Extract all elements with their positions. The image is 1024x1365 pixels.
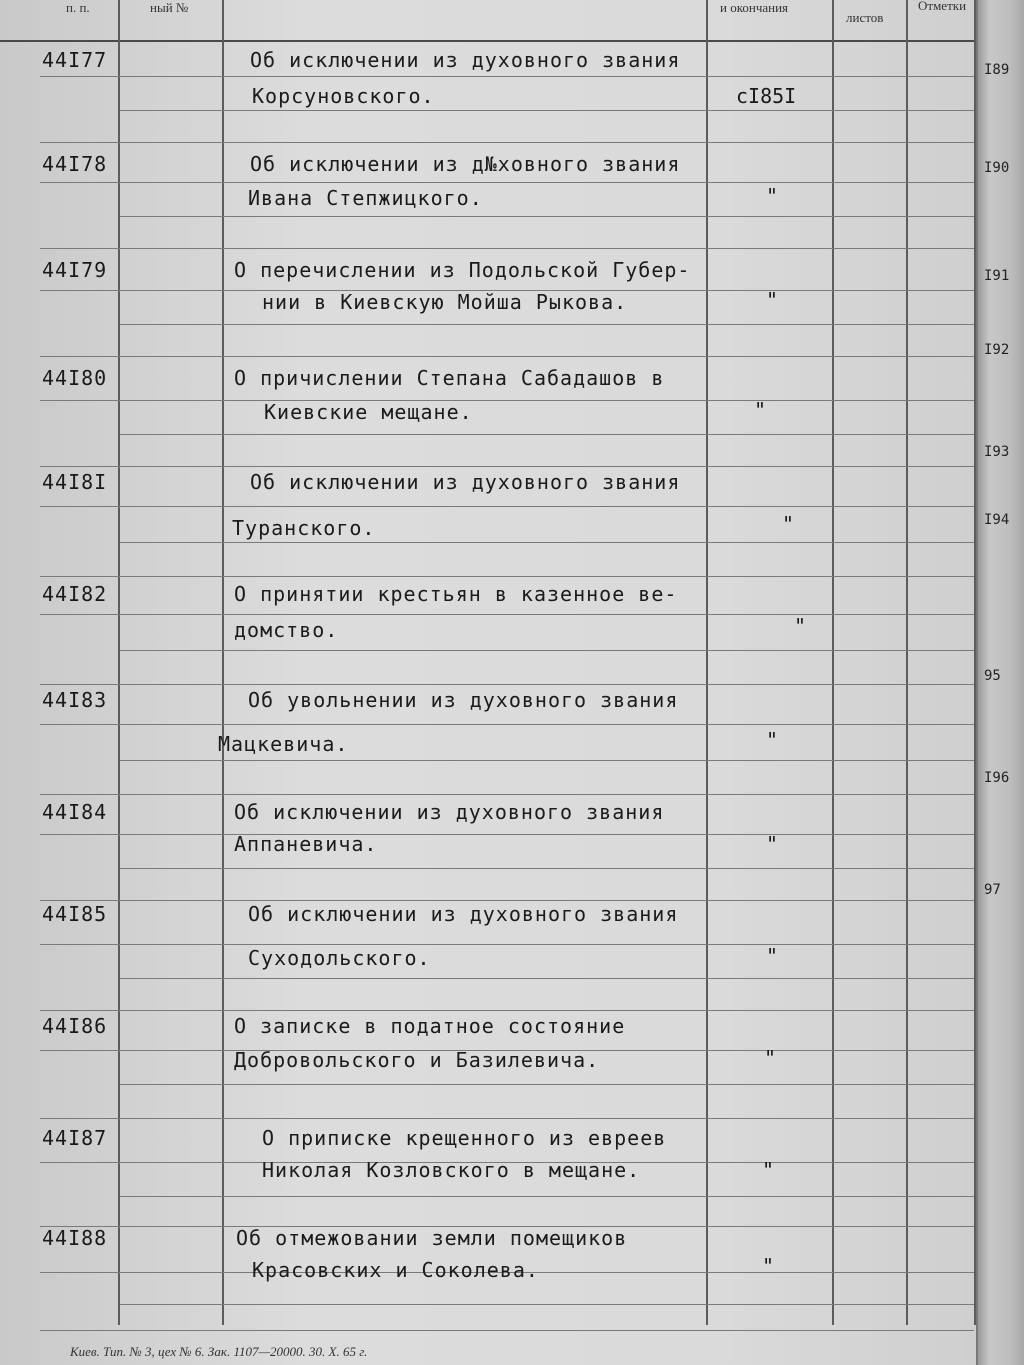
record-number: 44I78 bbox=[42, 152, 108, 176]
header-col-num: п. п. bbox=[66, 0, 90, 15]
header-col-notes: Отметки bbox=[918, 0, 967, 13]
header-col-dates: и окончания bbox=[720, 0, 789, 15]
record-title-line1: Об исключении из д№ховного звания bbox=[250, 152, 681, 176]
header-col-ref: ный № bbox=[150, 0, 189, 15]
record-title-line1: Об исключении из духовного звания bbox=[250, 48, 681, 72]
record-number: 44I82 bbox=[42, 582, 108, 606]
record-title-line1: Об отмежовании земли помещиков bbox=[236, 1226, 628, 1250]
record-title-line2: Мацкевича. bbox=[218, 732, 349, 756]
edge-number: I92 bbox=[984, 342, 1010, 358]
record-number: 44I86 bbox=[42, 1014, 108, 1038]
record-number: 44I87 bbox=[42, 1126, 108, 1150]
record-title-line2: Николая Козловского в мещане. bbox=[262, 1158, 641, 1182]
record-title-line2: Добровольского и Базилевича. bbox=[234, 1048, 600, 1072]
record-date: " bbox=[762, 1158, 775, 1182]
record-number: 44I80 bbox=[42, 366, 108, 390]
record-title-line2: Корсуновского. bbox=[252, 84, 435, 108]
edge-number: I93 bbox=[984, 444, 1010, 460]
record-date: " bbox=[782, 512, 795, 536]
record-date: " bbox=[766, 832, 779, 856]
record-title-line1: Об исключении из духовного звания bbox=[234, 800, 665, 824]
record-title-line2: домство. bbox=[234, 618, 339, 642]
record-number: 44I8I bbox=[42, 470, 108, 494]
record-date: " bbox=[762, 1254, 775, 1278]
column-rule bbox=[706, 0, 708, 1325]
edge-number: I96 bbox=[984, 770, 1010, 786]
edge-number: I89 bbox=[984, 62, 1010, 78]
column-rule bbox=[118, 0, 120, 1325]
record-title-line1: О перечислении из Подольской Губер- bbox=[234, 258, 691, 282]
edge-number: 95 bbox=[984, 668, 1001, 684]
record-date: " bbox=[794, 614, 807, 638]
next-page-edge bbox=[976, 0, 1024, 1365]
record-title-line2: Красовских и Соколева. bbox=[252, 1258, 539, 1282]
record-date: " bbox=[764, 1046, 777, 1070]
record-title-line2: Суходольского. bbox=[248, 946, 431, 970]
record-number: 44I77 bbox=[42, 48, 108, 72]
record-date: cI85I bbox=[736, 84, 797, 108]
column-rule bbox=[832, 0, 834, 1325]
record-date: " bbox=[766, 944, 779, 968]
record-date: " bbox=[754, 398, 767, 422]
record-date: " bbox=[766, 728, 779, 752]
record-date: " bbox=[766, 288, 779, 312]
record-number: 44I88 bbox=[42, 1226, 108, 1250]
header-col-sheets: листов bbox=[846, 10, 884, 25]
record-title-line1: Об увольнении из духовного звания bbox=[248, 688, 679, 712]
record-number: 44I79 bbox=[42, 258, 108, 282]
printer-imprint: Киев. Тип. № 3, цех № 6. Зак. 1107—20000. 30. X. 65 г. bbox=[70, 1344, 368, 1359]
record-title-line1: О приписке крещенного из евреев bbox=[262, 1126, 667, 1150]
edge-number: I94 bbox=[984, 512, 1010, 528]
header-rule bbox=[0, 40, 984, 42]
edge-number: I91 bbox=[984, 268, 1010, 284]
column-rule bbox=[222, 0, 224, 1325]
record-title-line1: О причислении Степана Сабадашов в bbox=[234, 366, 665, 390]
record-title-line2: Ивана Степжицкого. bbox=[248, 186, 483, 210]
edge-number: I90 bbox=[984, 160, 1010, 176]
record-title-line1: О записке в податное состояние bbox=[234, 1014, 626, 1038]
record-title-line2: Туранского. bbox=[232, 516, 376, 540]
edge-number: 97 bbox=[984, 882, 1001, 898]
record-number: 44I83 bbox=[42, 688, 108, 712]
record-title-line2: нии в Киевскую Мойша Рыкова. bbox=[262, 290, 628, 314]
record-title-line2: Аппаневича. bbox=[234, 832, 378, 856]
record-number: 44I84 bbox=[42, 800, 108, 824]
record-title-line2: Киевские мещане. bbox=[264, 400, 473, 424]
column-rule bbox=[906, 0, 908, 1325]
record-title-line1: Об исключении из духовного звания bbox=[248, 902, 679, 926]
record-title-line1: Об исключении из духовного звания bbox=[250, 470, 681, 494]
record-title-line1: О принятии крестьян в казенное ве- bbox=[234, 582, 678, 606]
record-date: " bbox=[766, 184, 779, 208]
record-number: 44I85 bbox=[42, 902, 108, 926]
